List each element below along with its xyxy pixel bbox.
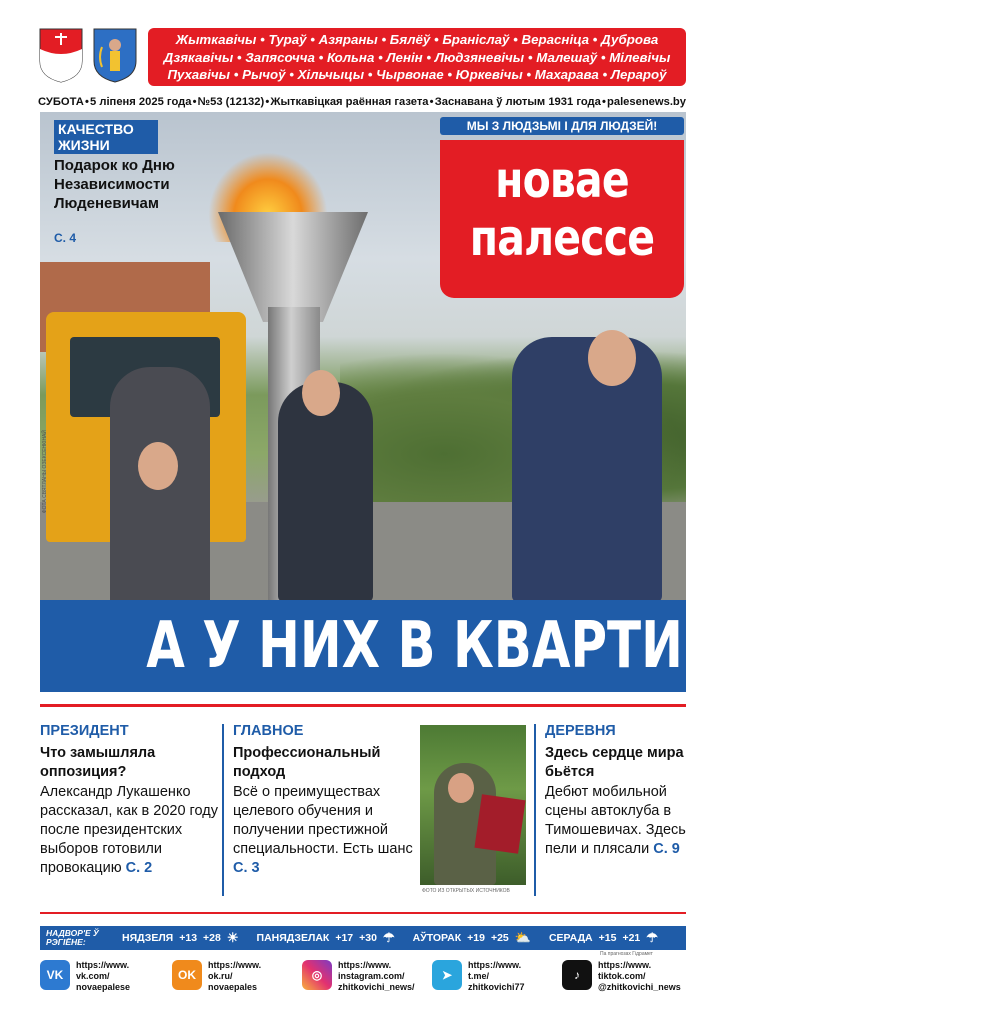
towns-row-1: Жыткавічы • Тураў • Азяраны • Бялёў • Браніслаў • Верасніца • Дуброва [175, 32, 659, 47]
main-headline[interactable]: А У НИХ В КВАРТИРЕ ГАЗ! [40, 600, 686, 692]
thumbnail-credit: ФОТО ИЗ ОТКРЫТЫХ ИСТОЧНИКОВ [422, 888, 510, 894]
instagram-icon: ◎ [302, 960, 332, 990]
social-link-vk[interactable]: VK https://www. vk.com/ novaepalese [40, 960, 130, 993]
towns-row-2: Дзякавічы • Запясочча • Кольна • Ленін • Людзяневічы • Малешаў • Мілевічы [163, 49, 671, 65]
temp-max: +30 [359, 932, 377, 944]
divider [40, 912, 686, 914]
town-name: Браніслаў [442, 32, 510, 47]
town-name: Запясочча [245, 49, 315, 65]
masthead-slogan: МЫ З ЛЮДЗЬМІ І ДЛЯ ЛЮДЗЕЙ! [440, 117, 684, 135]
article-title[interactable]: Что замышляла оппозиция? [40, 745, 156, 780]
social-link-instagram[interactable]: ◎ https://www. instagram.com/ zhitkovichi_news/ [302, 960, 415, 993]
town-name: Лерароў [610, 67, 667, 82]
issue-day: СУБОТА [38, 96, 84, 108]
person-left-head-shape [138, 442, 178, 490]
town-name: Бялёў [389, 32, 431, 47]
town-name: Ленін [386, 49, 423, 65]
temp-max: +28 [203, 932, 221, 944]
vk-icon: VK [40, 960, 70, 990]
town-name: Кольна [326, 49, 375, 65]
weather-day: АЎТОРАК +19 +25 ⛅ [412, 930, 531, 945]
social-link-ok[interactable]: OK https://www. ok.ru/ novaepales [172, 960, 261, 993]
issue-meta-line: СУБОТА • 5 ліпеня 2025 года • №53 (12132) • Жыткавіцкая раённая газета • Заснавана ў лютым 1931 года • palesenews.by [38, 96, 686, 108]
paper-description: Жыткавіцкая раённая газета [270, 96, 429, 108]
social-link-telegram[interactable]: ➤ https://www. t.me/ zhitkovichi77 [432, 960, 525, 993]
column-divider [222, 724, 224, 896]
temp-min: +15 [598, 932, 617, 944]
town-name: Тураў [268, 32, 307, 47]
red-folder-shape [474, 794, 525, 854]
town-name: Дзякавічы [163, 49, 234, 65]
telegram-icon: ➤ [432, 960, 462, 990]
town-name: Жыткавічы [175, 32, 257, 47]
article-title[interactable]: Профессиональный подход [233, 745, 381, 780]
town-name: Чырвонае [376, 67, 444, 82]
town-name: Верасніца [521, 32, 589, 47]
article-rubric: ПРЕЗИДЕНТ [40, 723, 129, 739]
issue-date: 5 ліпеня 2025 года [90, 96, 192, 108]
article-village[interactable] [545, 722, 687, 859]
town-name: Пухавічы [167, 67, 231, 82]
weather-label: НАДВОР'Е Ў РЭГІЁНЕ: [46, 928, 99, 947]
town-name: Юркевічы [455, 67, 523, 82]
website-link[interactable]: palesenews.by [607, 96, 686, 108]
article-thumbnail-photo [420, 725, 526, 885]
odnoklassniki-icon: OK [172, 960, 202, 990]
temp-max: +21 [622, 932, 641, 944]
town-name: Людзяневічы [434, 49, 525, 65]
temp-min: +13 [179, 932, 198, 944]
temp-min: +19 [467, 932, 485, 944]
newspaper-masthead [440, 140, 684, 298]
article-summary: Александр Лукашенко рассказал, как в 2020 году после президентских выборов готовили провокацию С. 2 [40, 784, 218, 876]
teaser-page-ref[interactable]: С. 4 [54, 231, 77, 245]
founded-note: Заснавана ў лютым 1931 года [434, 96, 601, 108]
photo-credit: ФОТА СВЯТЛАНЫ ОЗЕКСЕНКІНАЙ [42, 430, 48, 514]
district-towns-banner [148, 28, 686, 86]
town-name: Малешаў [536, 49, 598, 65]
masthead-line-1: новае [495, 151, 629, 209]
weather-strip [40, 926, 686, 950]
town-name: Азяраны [318, 32, 378, 47]
town-name: Хільчыцы [297, 67, 365, 82]
article-page-ref[interactable]: С. 9 [653, 841, 680, 857]
temp-min: +17 [335, 932, 354, 944]
town-name: Махарава [534, 67, 599, 82]
sun-icon: ☀ [226, 930, 239, 945]
cloud-sun-icon: ⛅ [514, 930, 531, 945]
town-name: Мілевічы [609, 49, 671, 65]
article-president[interactable] [40, 722, 218, 878]
divider [40, 704, 686, 707]
district-coat-of-arms [38, 27, 84, 83]
article-page-ref[interactable]: С. 3 [233, 860, 260, 876]
student-face-shape [448, 773, 474, 803]
person-right-shape [512, 337, 662, 602]
article-summary: Дебют мобильной сцены автоклуба в Тимошевичах. Здесь пели и плясали С. 9 [545, 784, 686, 857]
teaser-rubric: КАЧЕСТВО ЖИЗНИ [54, 120, 158, 154]
social-link-tiktok[interactable]: ♪ https://www. tiktok.com/ @zhitkovichi_news [562, 960, 681, 993]
town-coat-of-arms [92, 27, 138, 83]
temp-max: +25 [490, 932, 509, 944]
tiktok-icon: ♪ [562, 960, 592, 990]
article-main[interactable] [233, 722, 415, 878]
teaser-text[interactable]: Подарок ко Дню Независимости Люденевичам [54, 157, 175, 212]
article-title[interactable]: Здесь сердце мира бьётся [545, 745, 684, 780]
masthead-line-2: палессе [469, 209, 655, 267]
article-rubric: ДЕРЕВНЯ [545, 723, 616, 739]
weather-day: НЯДЗЕЛЯ +13 +28 ☀ [122, 930, 239, 945]
article-page-ref[interactable]: С. 2 [125, 860, 153, 876]
towns-row-3: Пухавічы • Рычоў • Хільчыцы • Чырвонае • Юркевічы • Махарава • Лерароў [167, 67, 667, 82]
article-rubric: ГЛАВНОЕ [233, 723, 304, 739]
weather-day: ПАНЯДЗЕЛАК +17 +30 ☂ [256, 930, 395, 945]
column-divider [534, 724, 536, 896]
torch-bowl-shape [218, 212, 368, 322]
weather-credit: Па прагнозах Гідрамет [600, 951, 653, 957]
rain-cloud-icon: ☂ [646, 930, 658, 945]
person-right-head-shape [588, 330, 636, 386]
town-name: Дуброва [601, 32, 659, 47]
weather-day: СЕРАДА +15 +21 ☂ [548, 930, 658, 945]
issue-number: №53 (12132) [197, 96, 265, 108]
rain-cloud-icon: ☂ [382, 930, 395, 945]
town-name: Рычоў [242, 67, 286, 82]
article-summary: Всё о преимуществах целевого обучения и получении престижной специальности. Есть шанс С. 3 [233, 784, 413, 876]
person-center-head-shape [302, 370, 340, 416]
